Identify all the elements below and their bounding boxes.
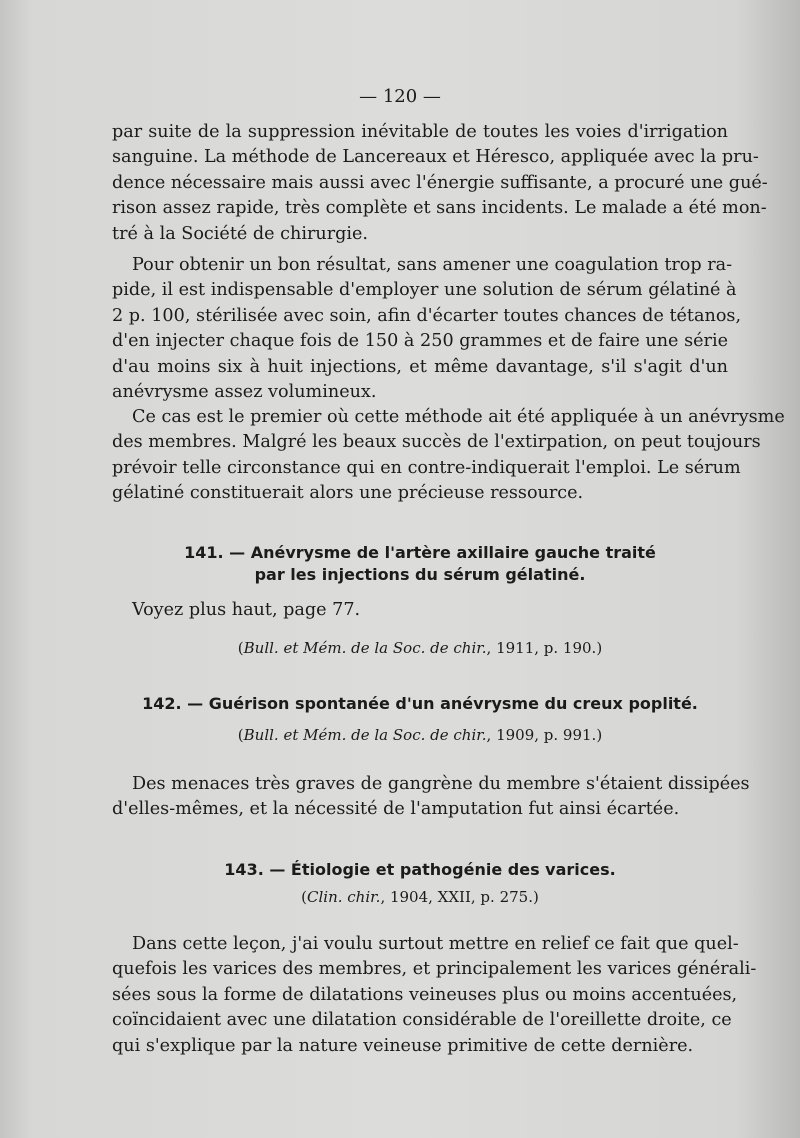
page-number: — 120 — — [359, 86, 441, 107]
heading-line: par les injections du sérum gélatiné. — [254, 565, 586, 584]
reference-details: , 1904, XXII, p. 275.) — [380, 888, 539, 906]
text-line: des membres. Malgré les beaux succès de l'extirpation, on peut toujours — [112, 432, 761, 453]
text-line: sanguine. La méthode de Lancereaux et Héresco, appliquée avec la pru- — [112, 147, 759, 168]
text-line: dence nécessaire mais aussi avec l'énergie suffisante, a procuré une gué- — [112, 172, 768, 193]
text-line: d'en injecter chaque fois de 150 à 250 grammes et de faire une série — [112, 331, 728, 352]
journal-title: Bull. et Mém. de la Soc. de chir. — [243, 726, 487, 744]
text-line: anévrysme assez volumineux. — [112, 382, 377, 403]
reference-details: , 1909, p. 991.) — [486, 726, 603, 744]
text-line: Des menaces très graves de gangrène du membre s'étaient dissipées — [132, 774, 750, 794]
text-line: coïncidaient avec une dilatation considérable de l'oreillette droite, ce — [112, 1010, 732, 1031]
paragraph-5 — [112, 772, 750, 823]
heading-142: 142. — Guérison spontanée d'un anévrysme du creux poplité. — [142, 694, 698, 713]
text-line: rison assez rapide, très complète et sans incidents. Le malade a été mon- — [112, 198, 767, 219]
paragraph-6 — [112, 932, 757, 1059]
text-line: d'au moins six à huit injections, et même davantage, s'il s'agit d'un — [112, 356, 728, 377]
text-line: 2 p. 100, stérilisée avec soin, afin d'écarter toutes chances de tétanos, — [112, 305, 742, 326]
text-line: tré à la Société de chirurgie. — [112, 223, 369, 244]
text-line: qui s'explique par la nature veineuse primitive de cette dernière. — [112, 1035, 694, 1056]
text-line: sées sous la forme de dilatations veineuses plus ou moins accentuées, — [112, 984, 738, 1005]
heading-141 — [112, 542, 728, 586]
reference-details: , 1911, p. 190.) — [486, 639, 603, 657]
journal-title: Bull. et Mém. de la Soc. de chir. — [243, 639, 487, 657]
text-line: pide, il est indispensable d'employer une solution de sérum gélatiné à — [112, 280, 737, 301]
text-line: par suite de la suppression inévitable de toutes les voies d'irrigation — [112, 122, 728, 142]
text-line: gélatiné constituerait alors une précieuse ressource. — [112, 483, 584, 504]
text-line: d'elles-mêmes, et la nécessité de l'amputation fut ainsi écartée. — [112, 799, 680, 820]
text-line: Dans cette leçon, j'ai voulu surtout mettre en relief ce fait que quel- — [132, 934, 739, 954]
paragraph-2 — [112, 253, 742, 405]
text-line: Ce cas est le premier où cette méthode ait été appliquée à un anévrysme — [132, 407, 785, 427]
heading-143: 143. — Étiologie et pathogénie des varices. — [224, 860, 616, 879]
paragraph-1 — [112, 120, 768, 247]
text-line: Pour obtenir un bon résultat, sans amener une coagulation trop ra- — [132, 255, 733, 275]
heading-line: 141. — Anévrysme de l'artère axillaire gauche traité — [184, 543, 656, 562]
text-line: quefois les varices des membres, et principalement les varices générali- — [112, 959, 757, 980]
text-line: Voyez plus haut, page 77. — [132, 600, 361, 620]
paragraph-3 — [112, 405, 785, 507]
paragraph-4 — [112, 598, 728, 623]
journal-title: Clin. chir. — [307, 888, 381, 906]
reference-143: (Clin. chir., 1904, XXII, p. 275.) — [301, 888, 539, 906]
text-line: prévoir telle circonstance qui en contre-indiquerait l'emploi. Le sérum — [112, 457, 741, 478]
reference-141: (Bull. et Mém. de la Soc. de chir., 1911, p. 190.) — [237, 639, 603, 657]
reference-142: (Bull. et Mém. de la Soc. de chir., 1909, p. 991.) — [237, 726, 603, 744]
